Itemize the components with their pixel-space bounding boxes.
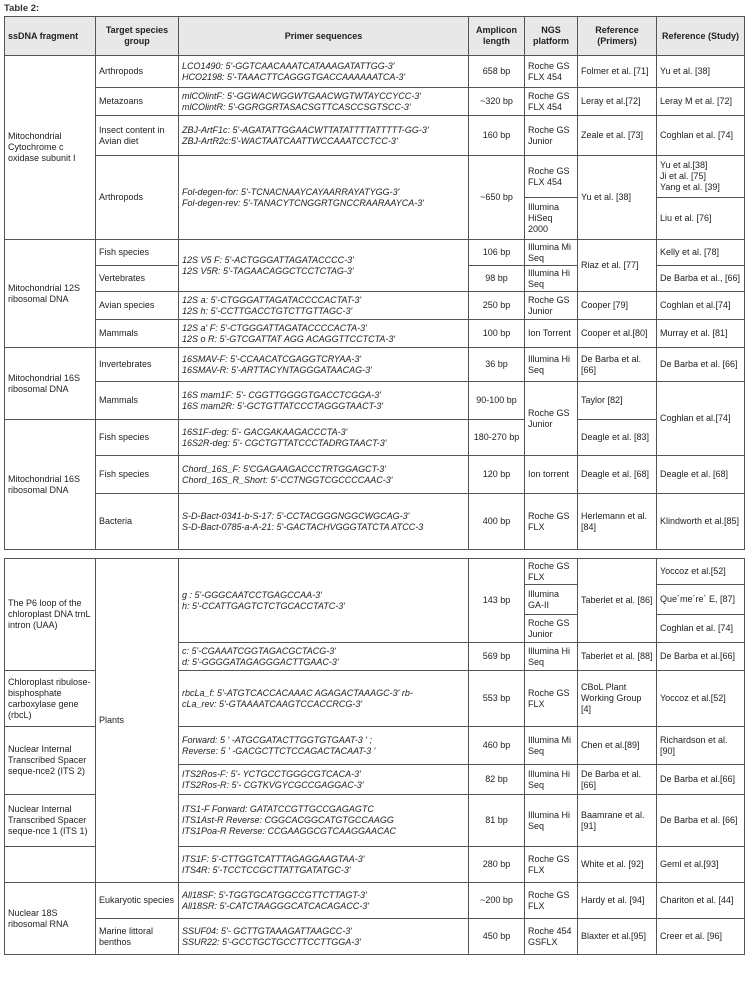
ngs-cell: Roche GS Junior (525, 382, 578, 456)
amplicon-cell: ~200 bp (469, 883, 525, 919)
amplicon-cell: 569 bp (469, 643, 525, 671)
fragment-cell: Mitochondrial 16S ribosomal DNA (5, 348, 96, 420)
ngs-cell: Roche 454 GSFLX (525, 919, 578, 955)
ngs-cell: Roche GS FLX (525, 559, 578, 585)
col-header: Reference (Primers) (578, 17, 657, 56)
ref-primer-cell: CBoL Plant Working Group [4] (578, 671, 657, 727)
fragment-cell: Mitochondrial Cytochrome c oxidase subunit I (5, 56, 96, 240)
ref-primer-cell: Riaz et al. [77] (578, 240, 657, 292)
table-row (5, 420, 745, 456)
fragment-cell: The P6 loop of the chloroplast DNA trnL intron (UAA) (5, 559, 96, 671)
ref-primer-cell: De Barba et al. [66] (578, 348, 657, 382)
ref-primer-cell: Taberlet et al. [88] (578, 643, 657, 671)
ngs-cell: Illumina Hi Seq (525, 795, 578, 847)
fragment-cell: Nuclear Internal Transcribed Spacer seque-nce 1 (ITS 1) (5, 795, 96, 847)
ngs-cell: Roche GS FLX 454 (525, 88, 578, 116)
ngs-cell: Roche GS FLX (525, 671, 578, 727)
primer-cell: 16S1F-deg: 5'- GACGAKAAGACCCTA-3' 16S2R-deg: 5'- CGCTGTTATCCCTADRGTAACT-3' (179, 420, 469, 456)
ref-primer-cell: Taberlet et al. [86] (578, 559, 657, 643)
ref-study-cell: De Barba et al. [66] (657, 348, 745, 382)
fragment-cell: Chloroplast ribulose-bisphosphate carboxylase gene (rbcL) (5, 671, 96, 727)
table-row (5, 88, 745, 116)
primer-cell: ITS1F: 5'-CTTGGTCATTTAGAGGAAGTAA-3' ITS4R: 5'-TCCTCCGCTTATTGATATGC-3' (179, 847, 469, 883)
primer-cell: Fol-degen-for: 5'-TCNACNAAYCAYAARRAYATYGG-3' Fol-degen-rev: 5'-TANACYTCNGGRTGNCCRAARAAYCA-3' (179, 156, 469, 240)
target-cell: Insect content in Avian diet (96, 116, 179, 156)
ref-study-cell: Geml et al.[93] (657, 847, 745, 883)
primer-cell: mlCOlintF: 5'-GGWACWGGWTGAACWGTWTAYCCYCC-3' mlCOlintR: 5'-GGRGGRTASACSGTTCASCCSGTSCC-3' (179, 88, 469, 116)
amplicon-cell: 250 bp (469, 292, 525, 320)
target-cell: Avian species (96, 292, 179, 320)
ref-study-cell: Deagle et al. [68] (657, 456, 745, 494)
table-row (5, 56, 745, 88)
target-cell: Arthropods (96, 156, 179, 240)
table-row (5, 456, 745, 494)
fragment-cell: Mitochondrial 12S ribosomal DNA (5, 240, 96, 348)
table-row (5, 382, 745, 420)
primer-cell: g : 5'-GGGCAATCCTGAGCCAA-3' h: 5'-CCATTGAGTCTCTGCACCTATC-3' (179, 559, 469, 643)
table-caption: Table 2: (4, 3, 40, 14)
ref-study-cell: Coghlan et al.[74] (657, 382, 745, 456)
amplicon-cell: 400 bp (469, 494, 525, 550)
ngs-cell: Roche GS FLX (525, 494, 578, 550)
ref-primer-cell: Baamrane et al. [91] (578, 795, 657, 847)
ref-study-cell: De Barba et al.[66] (657, 765, 745, 795)
fragment-cell: Nuclear 18S ribosomal RNA (5, 883, 96, 955)
target-cell: Mammals (96, 320, 179, 348)
fragment-cell: Mitochondrial 16S ribosomal DNA (5, 420, 96, 550)
ngs-cell: Ion torrent (525, 456, 578, 494)
amplicon-cell: 460 bp (469, 727, 525, 765)
ref-study-cell: Coghlan et al. [74] (657, 116, 745, 156)
amplicon-cell: 658 bp (469, 56, 525, 88)
amplicon-cell: 280 bp (469, 847, 525, 883)
header-row (5, 17, 745, 56)
ngs-cell: Illumina Hi Seq (525, 643, 578, 671)
ref-primer-cell: Cooper [79] (578, 292, 657, 320)
table-row (5, 919, 745, 955)
table-row (5, 156, 745, 198)
primer-cell: LCO1490: 5'-GGTCAACAAATCATAAAGATATTGG-3' HCO2198: 5'-TAAACTTCAGGGTGACCAAAAAATCA-3' (179, 56, 469, 88)
ngs-cell: Roche GS Junior (525, 615, 578, 643)
ref-study-cell: De Barba et al., [66] (657, 266, 745, 292)
ref-study-cell: Coghlan et al. [74] (657, 615, 745, 643)
ngs-cell: Illumina Hi Seq (525, 348, 578, 382)
ref-primer-cell: Hardy et al. [94] (578, 883, 657, 919)
col-header: Primer sequences (179, 17, 469, 56)
primer-cell: Forward: 5 ' -ATGCGATACTTGGTGTGAAT-3 ' ; Reverse: 5 ' -GACGCTTCTCCAGACTACAAT-3 ' (179, 727, 469, 765)
col-header: ssDNA fragment (5, 17, 96, 56)
col-header: NGS platform (525, 17, 578, 56)
table-row (5, 116, 745, 156)
target-cell: Arthropods (96, 56, 179, 88)
ref-study-cell: Murray et al. [81] (657, 320, 745, 348)
primer-cell: S-D-Bact-0341-b-S-17: 5'-CCTACGGGNGGCWGCAG-3' S-D-Bact-0785-a-A-21: 5'-GACTACHVGGGTATCTA ATCC-3 (179, 494, 469, 550)
primer-cell: SSUF04: 5'- GCTTGTAAAGATTAAGCC-3' SSUR22: 5'-GCCTGCTGCCTTCCTTGGA-3' (179, 919, 469, 955)
amplicon-cell: 81 bp (469, 795, 525, 847)
amplicon-cell: 120 bp (469, 456, 525, 494)
ngs-cell: Illumina HiSeq 2000 (525, 198, 578, 240)
ref-study-cell: Liu et al. [76] (657, 198, 745, 240)
amplicon-cell: 36 bp (469, 348, 525, 382)
target-cell: Fish species (96, 456, 179, 494)
primer-table (4, 16, 745, 955)
ngs-cell: Roche GS FLX 454 (525, 156, 578, 198)
ref-primer-cell: Chen et al.[89] (578, 727, 657, 765)
fragment-cell (5, 847, 96, 883)
table-row (5, 883, 745, 919)
amplicon-cell: 180-270 bp (469, 420, 525, 456)
primer-cell: All18SF: 5'-TGGTGCATGGCCGTTCTTAGT-3' All18SR: 5'-CATCTAAGGGCATCACAGACC-3' (179, 883, 469, 919)
primer-cell: rbcLa_f: 5'-ATGTCACCACAAAC AGAGACTAAAGC-3' rb- cLa_rev: 5'-GTAAAATCAAGTCCACCRCG-3' (179, 671, 469, 727)
ref-study-cell: De Barba et al.[66] (657, 643, 745, 671)
ref-study-cell: Que´me´re´ E, [87] (657, 585, 745, 615)
target-cell: Bacteria (96, 494, 179, 550)
col-header: Reference (Study) (657, 17, 745, 56)
target-cell: Marine littoral benthos (96, 919, 179, 955)
target-cell: Vertebrates (96, 266, 179, 292)
ngs-cell: Illumina Mi Seq (525, 240, 578, 266)
ngs-cell: Ion Torrent (525, 320, 578, 348)
ngs-cell: Illumina Hi Seq (525, 765, 578, 795)
table-row (5, 494, 745, 550)
table-row (5, 320, 745, 348)
target-cell: Metazoans (96, 88, 179, 116)
ref-study-cell: Coghlan et al.[74] (657, 292, 745, 320)
ref-primer-cell: Deagle et al. [68] (578, 456, 657, 494)
ref-primer-cell: White et al. [92] (578, 847, 657, 883)
primer-cell: 12S V5 F: 5'-ACTGGGATTAGATACCCC-3' 12S V5R: 5'-TAGAACAGGCTCCTCTAG-3' (179, 240, 469, 292)
table-row (5, 292, 745, 320)
primer-cell: ITS1-F Forward: GATATCCGTTGCCGAGAGTC ITS1Ast-R Reverse: CGGCACGGCATGTGCCAAGG ITS1Poa-R Reverse: CCGAAGGCGTCAAGGAACAC (179, 795, 469, 847)
ngs-cell: Roche GS FLX 454 (525, 56, 578, 88)
ref-primer-cell: Blaxter et al.[95] (578, 919, 657, 955)
ref-study-cell: Kelly et al. [78] (657, 240, 745, 266)
primer-cell: ITS2Ros-F: 5'- YCTGCCTGGGCGTCACA-3' ITS2Ros-R: 5'- CGTKVGYCGCCGAGGAC-3' (179, 765, 469, 795)
ref-study-cell: Chariton et al. [44] (657, 883, 745, 919)
primer-cell: 16SMAV-F: 5'-CCAACATCGAGGTCRYAA-3' 16SMAV-R: 5'-ARTTACYNTAGGGATAACAG-3' (179, 348, 469, 382)
spacer-row (5, 550, 745, 559)
ref-primer-cell: Deagle et al. [83] (578, 420, 657, 456)
ref-primer-cell: De Barba et al. [66] (578, 765, 657, 795)
amplicon-cell: 450 bp (469, 919, 525, 955)
ref-primer-cell: Folmer et al. [71] (578, 56, 657, 88)
primer-cell: 12S a' F: 5'-CTGGGATTAGATACCCCACTA-3' 12S o R: 5'-GTCGATTAT AGG ACAGGTTCCTCTA-3' (179, 320, 469, 348)
ngs-cell: Roche GS FLX (525, 883, 578, 919)
ngs-cell: Roche GS Junior (525, 116, 578, 156)
col-header: Amplicon length (469, 17, 525, 56)
col-header: Target species group (96, 17, 179, 56)
ngs-cell: Illumina Hi Seq (525, 266, 578, 292)
ngs-cell: Illumina Mi Seq (525, 727, 578, 765)
target-cell: Plants (96, 559, 179, 883)
ref-study-cell: Yoccoz et al.[52] (657, 671, 745, 727)
ref-primer-cell: Herlemann et al. [84] (578, 494, 657, 550)
target-cell: Eukaryotic species (96, 883, 179, 919)
primer-cell: ZBJ-ArtF1c: 5'-AGATATTGGAACWTTATATTTTATTTTT-GG-3' ZBJ-ArtR2c:5'-WACTAATCAATTWCCAAATCCTCC-3' (179, 116, 469, 156)
amplicon-cell: 98 bp (469, 266, 525, 292)
primer-cell: c: 5'-CGAAATCGGTAGACGCTACG-3' d: 5'-GGGGATAGAGGGACTTGAAC-3' (179, 643, 469, 671)
ref-primer-cell: Cooper et al.[80] (578, 320, 657, 348)
ref-study-cell: Yu et al.[38] Ji et al. [75] Yang et al. [39] (657, 156, 745, 198)
amplicon-cell: 90-100 bp (469, 382, 525, 420)
target-cell: Mammals (96, 382, 179, 420)
amplicon-cell: 160 bp (469, 116, 525, 156)
ngs-cell: Illumina GA-II (525, 585, 578, 615)
amplicon-cell: 143 bp (469, 559, 525, 643)
primer-cell: Chord_16S_F: 5'CGAGAAGACCCTRTGGAGCT-3' Chord_16S_R_Short: 5'-CCTNGGTCGCCCCAAC-3' (179, 456, 469, 494)
ref-study-cell: Yoccoz et al.[52] (657, 559, 745, 585)
amplicon-cell: ~320 bp (469, 88, 525, 116)
fragment-cell: Nuclear Internal Transcribed Spacer seque-nce2 (ITS 2) (5, 727, 96, 795)
ref-study-cell: Klindworth et al.[85] (657, 494, 745, 550)
amplicon-cell: 106 bp (469, 240, 525, 266)
ref-primer-cell: Taylor [82] (578, 382, 657, 420)
table-row (5, 559, 745, 585)
ngs-cell: Roche GS FLX (525, 847, 578, 883)
ref-primer-cell: Zeale et al. [73] (578, 116, 657, 156)
ref-primer-cell: Leray et al.[72] (578, 88, 657, 116)
ngs-cell: Roche GS Junior (525, 292, 578, 320)
ref-study-cell: De Barba et al. [66] (657, 795, 745, 847)
ref-primer-cell: Yu et al. [38] (578, 156, 657, 240)
ref-study-cell: Yu et al. [38] (657, 56, 745, 88)
ref-study-cell: Richardson et al.[90] (657, 727, 745, 765)
target-cell: Fish species (96, 420, 179, 456)
target-cell: Fish species (96, 240, 179, 266)
target-cell: Invertebrates (96, 348, 179, 382)
ref-study-cell: Leray M et al. [72] (657, 88, 745, 116)
table-row (5, 348, 745, 382)
amplicon-cell: ~650 bp (469, 156, 525, 240)
amplicon-cell: 82 bp (469, 765, 525, 795)
amplicon-cell: 553 bp (469, 671, 525, 727)
primer-cell: 16S mam1F: 5'- CGGTTGGGGTGACCTCGGA-3' 16S mam2R: 5'-GCTGTTATCCCTAGGGTAACT-3' (179, 382, 469, 420)
amplicon-cell: 100 bp (469, 320, 525, 348)
primer-cell: 12S a: 5'-CTGGGATTAGATACCCCACTAT-3' 12S h: 5'-CCTTGACCTGTCTTGTTAGC-3' (179, 292, 469, 320)
table-row (5, 240, 745, 266)
ref-study-cell: Creer et al. [96] (657, 919, 745, 955)
